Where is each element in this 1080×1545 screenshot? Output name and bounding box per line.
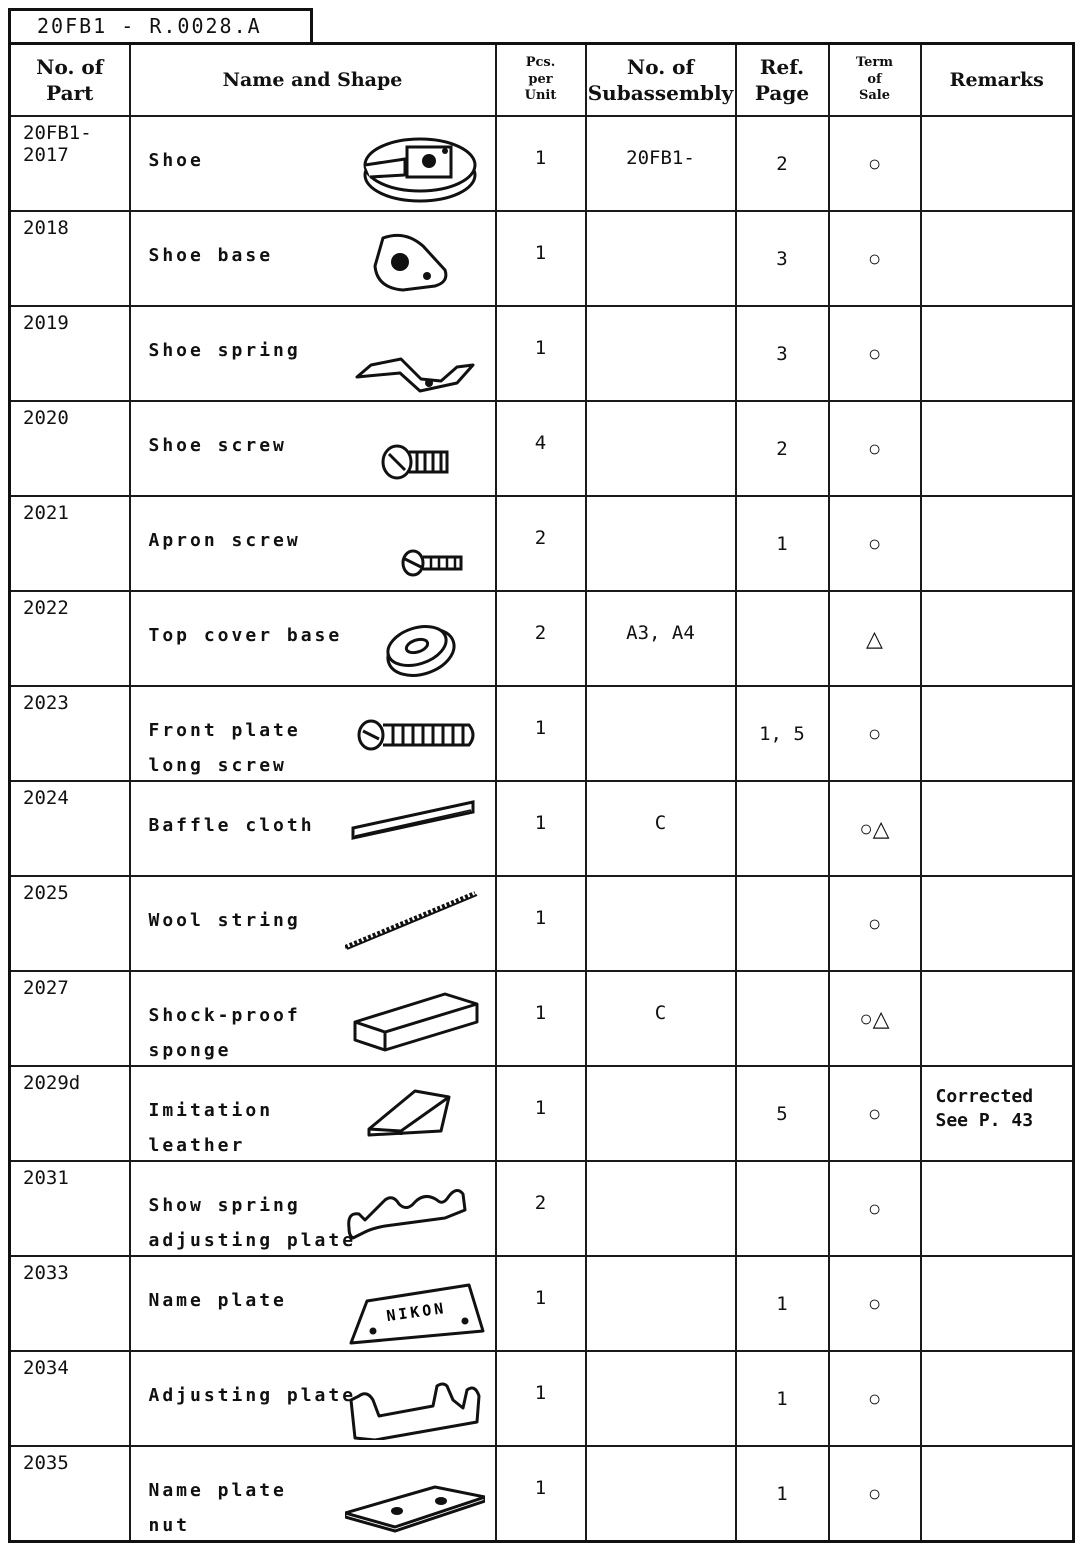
term-of-sale-cell: ○ (829, 1446, 921, 1541)
remarks-cell (921, 1256, 1074, 1351)
subassembly-cell (586, 1066, 736, 1161)
name-plate-icon (345, 1265, 485, 1345)
term-of-sale-cell: ○ (829, 1256, 921, 1351)
ref-page-cell: 1 (736, 1351, 829, 1446)
nut-plate-icon (345, 1455, 485, 1535)
name-shape-cell (130, 876, 496, 971)
pcs-per-unit-cell: 1 (496, 306, 586, 401)
part-name: Shoe spring (148, 340, 301, 361)
part-number-cell: 2019 (10, 306, 130, 401)
name-shape-cell (130, 1066, 496, 1161)
shoe-base-icon (345, 220, 485, 300)
term-of-sale-cell: ○ (829, 496, 921, 591)
pcs-per-unit-cell: 1 (496, 1066, 586, 1161)
header-row (10, 44, 1074, 117)
part-name: Front plate long screw (148, 720, 301, 776)
subassembly-cell (586, 306, 736, 401)
part-number-cell: 2018 (10, 211, 130, 306)
part-number-cell: 2027 (10, 971, 130, 1066)
part-number-cell: 2022 (10, 591, 130, 686)
table-row (10, 116, 1074, 211)
table-row (10, 591, 1074, 686)
part-name: Apron screw (148, 530, 301, 551)
subassembly-cell: 20FB1- (586, 116, 736, 211)
ref-page-cell (736, 876, 829, 971)
table-row (10, 971, 1074, 1066)
name-shape-cell (130, 1256, 496, 1351)
name-shape-cell (130, 496, 496, 591)
part-number-cell: 2034 (10, 1351, 130, 1446)
pcs-per-unit-cell: 1 (496, 1446, 586, 1541)
page-footer-mark (8, 1535, 11, 1545)
remarks-cell (921, 781, 1074, 876)
name-shape-cell (130, 781, 496, 876)
remarks-cell (921, 1351, 1074, 1446)
name-shape-cell (130, 401, 496, 496)
ref-page-cell: 1 (736, 1446, 829, 1541)
remarks-cell (921, 306, 1074, 401)
pcs-per-unit-cell: 1 (496, 1256, 586, 1351)
name-shape-cell (130, 1351, 496, 1446)
header-term-of-sale: Term of Sale (829, 44, 921, 117)
table-row (10, 401, 1074, 496)
header-subassembly: No. of Subassembly (586, 44, 736, 117)
part-number-cell: 2020 (10, 401, 130, 496)
ref-page-cell: 1 (736, 496, 829, 591)
table-row (10, 1161, 1074, 1256)
subassembly-cell: C (586, 971, 736, 1066)
ref-page-cell: 1 (736, 1256, 829, 1351)
part-number-cell: 2029d (10, 1066, 130, 1161)
remarks-cell (921, 876, 1074, 971)
remarks-cell: Corrected See P. 43 (921, 1066, 1074, 1161)
table-row (10, 1446, 1074, 1541)
table-row (10, 781, 1074, 876)
name-shape-cell (130, 306, 496, 401)
subassembly-cell: A3, A4 (586, 591, 736, 686)
part-number-cell: 2024 (10, 781, 130, 876)
pcs-per-unit-cell: 1 (496, 211, 586, 306)
name-shape-cell (130, 1161, 496, 1256)
part-name: Shoe (148, 150, 204, 171)
table-row (10, 496, 1074, 591)
wavy-plate-icon (345, 1170, 485, 1250)
header-part-no: No. of Part (10, 44, 130, 117)
short-screw-icon (345, 410, 485, 490)
remarks-cell (921, 496, 1074, 591)
header-ref-page: Ref. Page (736, 44, 829, 117)
cloth-strip-icon (345, 790, 485, 870)
header-remarks: Remarks (921, 44, 1074, 117)
pcs-per-unit-cell: 4 (496, 401, 586, 496)
pcs-per-unit-cell: 2 (496, 496, 586, 591)
remarks-cell (921, 1161, 1074, 1256)
pcs-per-unit-cell: 1 (496, 1351, 586, 1446)
table-row (10, 306, 1074, 401)
part-name: Show spring adjusting plate (148, 1195, 357, 1251)
ref-page-cell (736, 591, 829, 686)
leather-piece-icon (345, 1075, 485, 1155)
adjusting-plate-icon (345, 1360, 485, 1440)
term-of-sale-cell: ○ (829, 1066, 921, 1161)
part-number-cell: 2031 (10, 1161, 130, 1256)
name-shape-cell (130, 1446, 496, 1541)
subassembly-cell: C (586, 781, 736, 876)
subassembly-cell (586, 1446, 736, 1541)
part-name: Baffle cloth (148, 815, 315, 836)
term-of-sale-cell: ○ (829, 1351, 921, 1446)
ref-page-cell: 3 (736, 306, 829, 401)
ref-page-cell: 1, 5 (736, 686, 829, 781)
string-icon (345, 885, 485, 965)
part-number-cell: 2033 (10, 1256, 130, 1351)
sponge-block-icon (345, 980, 485, 1060)
remarks-cell (921, 211, 1074, 306)
subassembly-cell (586, 686, 736, 781)
long-screw-icon (345, 695, 485, 775)
shoe-spring-icon (345, 315, 485, 395)
part-number-cell: 2021 (10, 496, 130, 591)
pcs-per-unit-cell: 1 (496, 971, 586, 1066)
remarks-cell (921, 686, 1074, 781)
ref-page-cell (736, 1161, 829, 1256)
part-name: Shoe base (148, 245, 274, 266)
pcs-per-unit-cell: 1 (496, 876, 586, 971)
term-of-sale-cell: ○ (829, 1161, 921, 1256)
name-shape-cell (130, 211, 496, 306)
term-of-sale-cell: ○ (829, 686, 921, 781)
subassembly-cell (586, 1256, 736, 1351)
ref-page-cell (736, 781, 829, 876)
ref-page-cell: 2 (736, 116, 829, 211)
remarks-cell (921, 1446, 1074, 1541)
remarks-cell (921, 116, 1074, 211)
name-shape-cell (130, 591, 496, 686)
subassembly-cell (586, 1351, 736, 1446)
part-number-cell: 2025 (10, 876, 130, 971)
table-row (10, 876, 1074, 971)
header-pcs: Pcs. per Unit (496, 44, 586, 117)
part-name: Adjusting plate (148, 1385, 357, 1406)
part-name: Wool string (148, 910, 301, 931)
name-plate-text: NIKON (384, 1298, 447, 1326)
ref-page-cell: 2 (736, 401, 829, 496)
pcs-per-unit-cell: 2 (496, 1161, 586, 1256)
term-of-sale-cell: ○ (829, 876, 921, 971)
table-row (10, 1351, 1074, 1446)
table-row (10, 686, 1074, 781)
subassembly-cell (586, 496, 736, 591)
ref-page-cell: 3 (736, 211, 829, 306)
header-name-shape: Name and Shape (130, 44, 496, 117)
remarks-cell (921, 971, 1074, 1066)
part-number-cell: 2035 (10, 1446, 130, 1541)
washer-icon (345, 600, 485, 680)
table-row (10, 211, 1074, 306)
pcs-per-unit-cell: 2 (496, 591, 586, 686)
pcs-per-unit-cell: 1 (496, 686, 586, 781)
remarks-cell (921, 591, 1074, 686)
part-number-cell: 20FB1- 2017 (10, 116, 130, 211)
subassembly-cell (586, 876, 736, 971)
name-shape-cell (130, 686, 496, 781)
table-row (10, 1066, 1074, 1161)
part-name: Shoe screw (148, 435, 287, 456)
subassembly-cell (586, 1161, 736, 1256)
term-of-sale-cell: ○△ (829, 971, 921, 1066)
part-name: Name plate (148, 1290, 287, 1311)
term-of-sale-cell: ○ (829, 211, 921, 306)
term-of-sale-cell: ○△ (829, 781, 921, 876)
term-of-sale-cell: ○ (829, 306, 921, 401)
term-of-sale-cell: ○ (829, 116, 921, 211)
remarks-cell (921, 401, 1074, 496)
name-shape-cell (130, 116, 496, 211)
subassembly-cell (586, 211, 736, 306)
table-row (10, 1256, 1074, 1351)
shoe-icon (345, 125, 485, 205)
part-name: Shock-proof sponge (148, 1005, 301, 1061)
small-screw-icon (345, 505, 485, 585)
ref-page-cell (736, 971, 829, 1066)
parts-table (8, 42, 1075, 1543)
part-name: Top cover base (148, 625, 343, 646)
pcs-per-unit-cell: 1 (496, 116, 586, 211)
document-code: 20FB1 - R.0028.A (8, 8, 313, 42)
subassembly-cell (586, 401, 736, 496)
term-of-sale-cell: ○ (829, 401, 921, 496)
name-shape-cell (130, 971, 496, 1066)
pcs-per-unit-cell: 1 (496, 781, 586, 876)
part-name: Imitation leather (148, 1100, 274, 1156)
part-number-cell: 2023 (10, 686, 130, 781)
part-name: Name plate nut (148, 1480, 287, 1536)
term-of-sale-cell: △ (829, 591, 921, 686)
ref-page-cell: 5 (736, 1066, 829, 1161)
